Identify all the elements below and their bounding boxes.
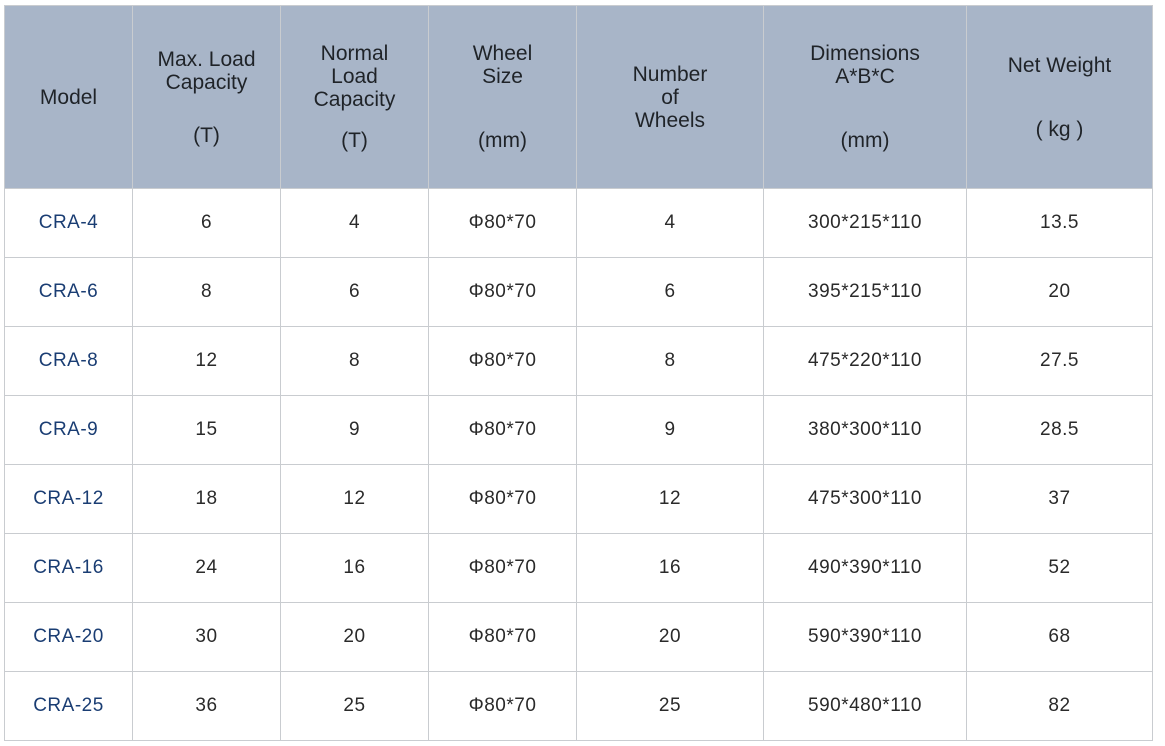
value-cell-normal-load-capacity: 6 [281, 258, 429, 327]
header-title: Wheel Size [472, 42, 533, 88]
value-cell-dimensions: 490*390*110 [764, 534, 967, 603]
model-cell: CRA-9 [5, 396, 133, 465]
value-cell-wheel-size: Φ80*70 [429, 465, 577, 534]
value-cell-net-weight: 13.5 [967, 189, 1153, 258]
value-cell-wheel-size: Φ80*70 [429, 258, 577, 327]
table-row [5, 258, 1153, 327]
value-cell-dimensions: 300*215*110 [764, 189, 967, 258]
value-cell-wheel-size: Φ80*70 [429, 534, 577, 603]
model-cell: CRA-4 [5, 189, 133, 258]
table-row [5, 327, 1153, 396]
value-cell-normal-load-capacity: 4 [281, 189, 429, 258]
table-row [5, 396, 1153, 465]
spec-table-container [4, 5, 1153, 741]
value-cell-wheel-size: Φ80*70 [429, 396, 577, 465]
header-row [5, 6, 1153, 189]
value-cell-wheel-size: Φ80*70 [429, 603, 577, 672]
value-cell-number-of-wheels: 8 [577, 327, 764, 396]
value-cell-dimensions: 475*220*110 [764, 327, 967, 396]
value-cell-number-of-wheels: 25 [577, 672, 764, 741]
table-row [5, 534, 1153, 603]
value-cell-normal-load-capacity: 16 [281, 534, 429, 603]
value-cell-number-of-wheels: 6 [577, 258, 764, 327]
value-cell-number-of-wheels: 12 [577, 465, 764, 534]
value-cell-dimensions: 380*300*110 [764, 396, 967, 465]
value-cell-net-weight: 52 [967, 534, 1153, 603]
table-row [5, 465, 1153, 534]
header-net-weight [967, 6, 1153, 189]
model-cell: CRA-8 [5, 327, 133, 396]
value-cell-number-of-wheels: 9 [577, 396, 764, 465]
value-cell-normal-load-capacity: 12 [281, 465, 429, 534]
value-cell-max-load-capacity: 15 [133, 396, 281, 465]
value-cell-net-weight: 27.5 [967, 327, 1153, 396]
model-cell: CRA-25 [5, 672, 133, 741]
value-cell-number-of-wheels: 20 [577, 603, 764, 672]
value-cell-max-load-capacity: 8 [133, 258, 281, 327]
value-cell-max-load-capacity: 36 [133, 672, 281, 741]
header-model [5, 6, 133, 189]
value-cell-normal-load-capacity: 25 [281, 672, 429, 741]
value-cell-normal-load-capacity: 8 [281, 327, 429, 396]
header-wheel-size [429, 6, 577, 189]
header-unit: (T) [341, 129, 368, 152]
value-cell-dimensions: 475*300*110 [764, 465, 967, 534]
value-cell-normal-load-capacity: 20 [281, 603, 429, 672]
header-title: Net Weight [1007, 53, 1112, 77]
value-cell-wheel-size: Φ80*70 [429, 189, 577, 258]
header-normal-load-capacity [281, 6, 429, 189]
table-body [5, 189, 1153, 741]
header-unit: ( kg ) [1035, 117, 1084, 141]
value-cell-number-of-wheels: 4 [577, 189, 764, 258]
value-cell-net-weight: 28.5 [967, 396, 1153, 465]
header-title: Dimensions A*B*C [810, 42, 920, 88]
header-unit: (mm) [840, 129, 890, 152]
value-cell-max-load-capacity: 30 [133, 603, 281, 672]
value-cell-net-weight: 68 [967, 603, 1153, 672]
value-cell-max-load-capacity: 24 [133, 534, 281, 603]
header-dimensions [764, 6, 967, 189]
spec-table [4, 5, 1153, 741]
header-title: Model [39, 85, 98, 109]
value-cell-net-weight: 37 [967, 465, 1153, 534]
value-cell-dimensions: 590*390*110 [764, 603, 967, 672]
header-unit: (mm) [478, 129, 527, 152]
value-cell-wheel-size: Φ80*70 [429, 327, 577, 396]
header-title: Normal Load Capacity [313, 42, 396, 111]
value-cell-max-load-capacity: 12 [133, 327, 281, 396]
header-number-of-wheels [577, 6, 764, 189]
value-cell-number-of-wheels: 16 [577, 534, 764, 603]
model-cell: CRA-20 [5, 603, 133, 672]
model-cell: CRA-12 [5, 465, 133, 534]
header-max-load-capacity [133, 6, 281, 189]
table-row [5, 189, 1153, 258]
value-cell-max-load-capacity: 6 [133, 189, 281, 258]
table-row [5, 603, 1153, 672]
header-title: Number of Wheels [632, 62, 708, 132]
header-unit: (T) [193, 123, 220, 147]
table-header [5, 6, 1153, 189]
value-cell-dimensions: 590*480*110 [764, 672, 967, 741]
value-cell-net-weight: 82 [967, 672, 1153, 741]
model-cell: CRA-16 [5, 534, 133, 603]
model-cell: CRA-6 [5, 258, 133, 327]
value-cell-wheel-size: Φ80*70 [429, 672, 577, 741]
value-cell-net-weight: 20 [967, 258, 1153, 327]
value-cell-normal-load-capacity: 9 [281, 396, 429, 465]
table-row [5, 672, 1153, 741]
value-cell-max-load-capacity: 18 [133, 465, 281, 534]
header-title: Max. Load Capacity [157, 47, 256, 94]
value-cell-dimensions: 395*215*110 [764, 258, 967, 327]
